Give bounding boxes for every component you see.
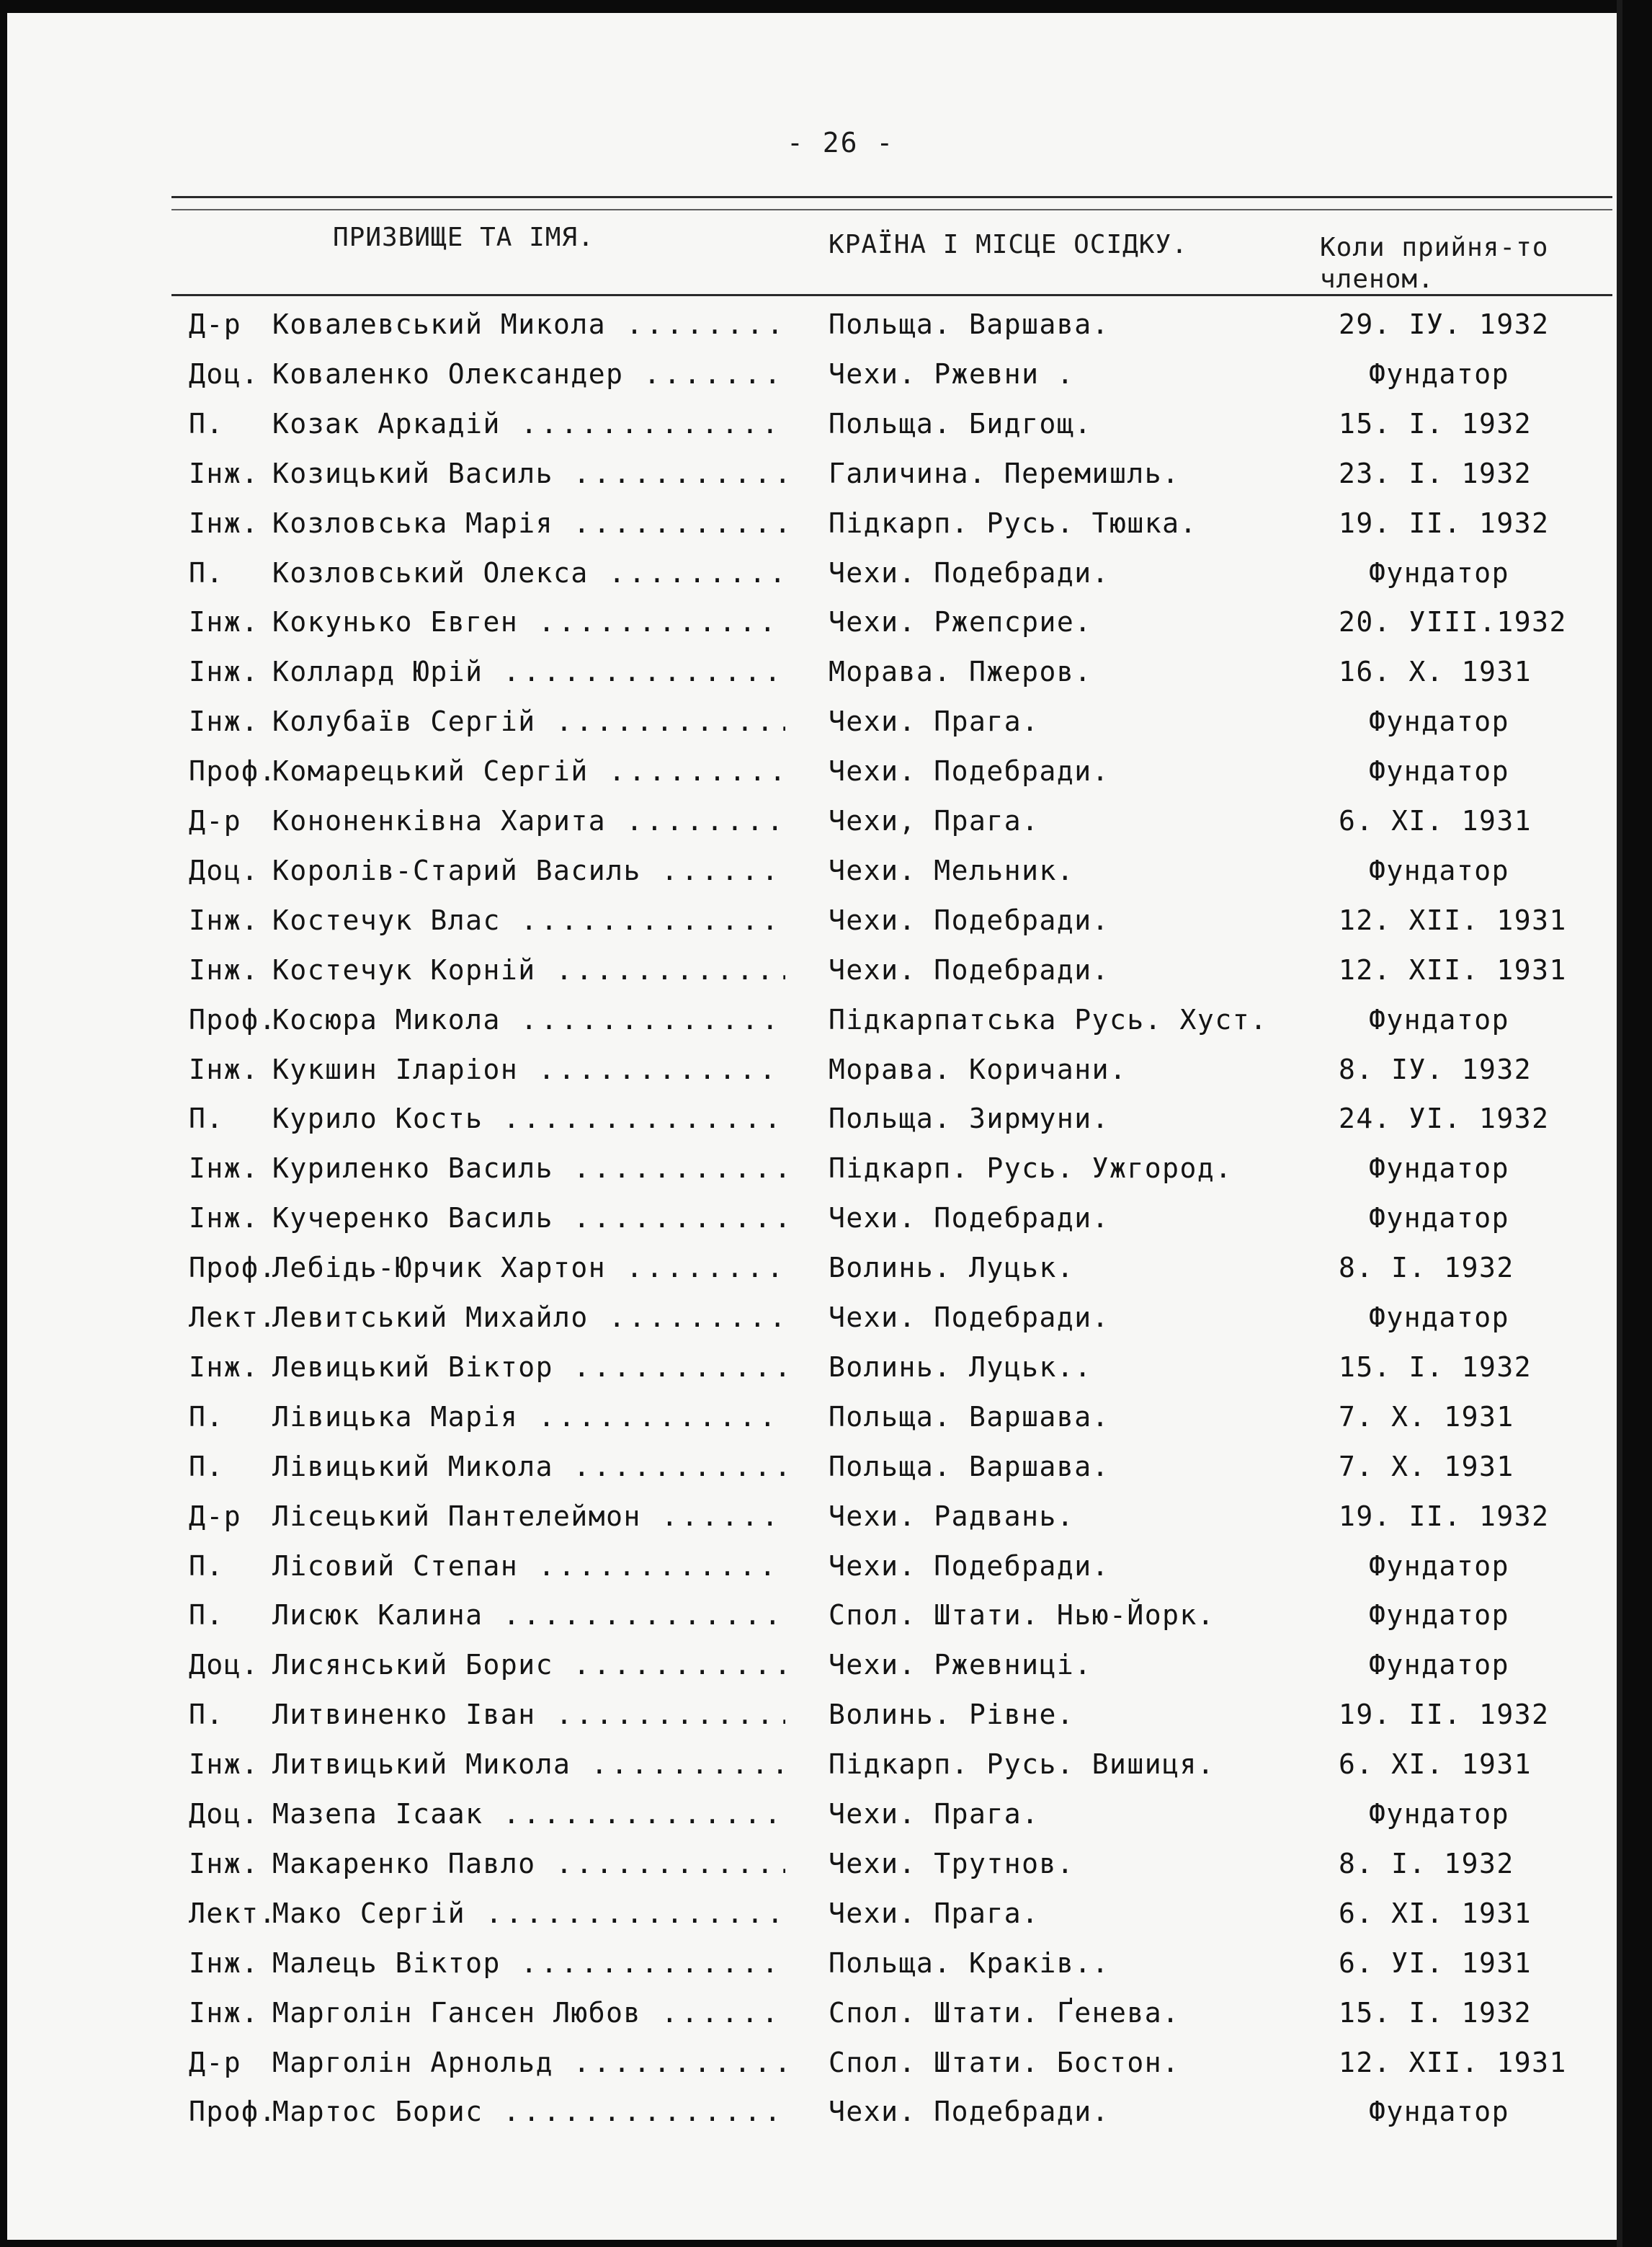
member-residence: Чехи. Прага.	[829, 1897, 1040, 1929]
member-admission-date: Фундатор	[1369, 1152, 1510, 1184]
member-title: Д-р	[189, 2047, 242, 2078]
member-title: Інж.	[189, 606, 259, 638]
member-admission-date: 6. УI. 1931	[1339, 1947, 1532, 1979]
table-row	[0, 650, 1615, 693]
member-residence: Польща. Бидгощ.	[829, 408, 1092, 440]
member-admission-date: Фундатор	[1369, 755, 1510, 787]
member-residence: Морава. Коричани.	[829, 1054, 1128, 1085]
table-row	[0, 948, 1615, 992]
member-title: П.	[189, 408, 224, 440]
member-title: Інж.	[189, 1152, 259, 1184]
table-row	[0, 998, 1615, 1041]
member-residence: Підкарп. Русь. Ужгород.	[829, 1152, 1233, 1184]
table-row	[0, 1097, 1615, 1140]
column-header-name: ПРИЗВИЩЕ ТА ІМЯ.	[333, 223, 594, 252]
table-row	[0, 1792, 1615, 1836]
table-row	[0, 1991, 1615, 2034]
member-admission-date: 8. IУ. 1932	[1339, 1054, 1532, 1085]
member-residence: Чехи. Трутнов.	[829, 1848, 1075, 1879]
member-name: Козловський Олекса .....	[272, 551, 785, 595]
member-name: Козловська Марія .....	[272, 502, 785, 545]
member-admission-date: 19. II. 1932	[1339, 507, 1550, 539]
member-residence: Спол. Штати. Ґенева.	[829, 1997, 1180, 2029]
member-residence: Чехи. Мельник.	[829, 855, 1075, 886]
member-admission-date: 6. XI. 1931	[1339, 1897, 1532, 1929]
member-residence: Волинь. Луцьк..	[829, 1351, 1092, 1383]
member-admission-date: 15. I. 1932	[1339, 1997, 1532, 2029]
member-title: Проф.	[189, 755, 277, 787]
member-title: Доц.	[189, 1798, 259, 1830]
table-row	[0, 1544, 1615, 1588]
member-admission-date: Фундатор	[1369, 1798, 1510, 1830]
member-admission-date: 8. I. 1932	[1339, 1252, 1514, 1283]
member-admission-date: 23. I. 1932	[1339, 458, 1532, 489]
member-residence: Чехи. Подебради.	[829, 755, 1110, 787]
member-title: Інж.	[189, 458, 259, 489]
member-name: Куриленко Василь .....	[272, 1147, 785, 1190]
table-row	[0, 452, 1615, 495]
member-title: Д-р	[189, 1500, 242, 1532]
member-name: Лісовий Степан .....	[272, 1544, 785, 1588]
header-rule-top-secondary	[171, 209, 1612, 210]
member-name: Лісецький Пантелеймон .....	[272, 1495, 785, 1538]
member-name: Левитський Михайло .....	[272, 1296, 785, 1339]
member-residence: Чехи. Подебради.	[829, 904, 1110, 936]
member-name: Коллард Юрій .....	[272, 650, 785, 693]
table-row	[0, 749, 1615, 793]
member-admission-date: Фундатор	[1369, 706, 1510, 737]
table-row	[0, 402, 1615, 445]
member-admission-date: Фундатор	[1369, 1550, 1510, 1582]
member-residence: Чехи. Подебради.	[829, 2096, 1110, 2127]
column-header-date: Коли прийня-то членом.	[1320, 233, 1549, 294]
member-title: Інж.	[189, 1202, 259, 1234]
member-name: Колубаїв Сергій .....	[272, 700, 785, 743]
member-title: Інж.	[189, 706, 259, 737]
member-admission-date: 15. I. 1932	[1339, 408, 1532, 440]
member-name: Кокунько Евген .....	[272, 600, 785, 644]
member-name: Кукшин Іларіон .....	[272, 1048, 785, 1091]
member-title: Інж.	[189, 507, 259, 539]
member-residence: Польща. Варшава.	[829, 308, 1110, 340]
member-residence: Морава. Пжеров.	[829, 656, 1092, 688]
member-name: Малець Віктор .....	[272, 1941, 785, 1985]
member-admission-date: 19. II. 1932	[1339, 1500, 1550, 1532]
member-residence: Волинь. Рівне.	[829, 1699, 1075, 1730]
member-admission-date: Фундатор	[1369, 2096, 1510, 2127]
member-residence: Підкарп. Русь. Вишиця.	[829, 1748, 1215, 1780]
table-row	[0, 2090, 1615, 2133]
member-title: Інж.	[189, 1748, 259, 1780]
member-title: Д-р	[189, 805, 242, 837]
table-row	[0, 849, 1615, 892]
table-row	[0, 1743, 1615, 1786]
member-admission-date: Фундатор	[1369, 1649, 1510, 1681]
member-title: Доц.	[189, 1649, 259, 1681]
member-admission-date: 24. УI. 1932	[1339, 1103, 1550, 1134]
member-admission-date: 6. XI. 1931	[1339, 805, 1532, 837]
member-title: П.	[189, 1103, 224, 1134]
table-row	[0, 1196, 1615, 1240]
member-name: Лівицька Марія .....	[272, 1395, 785, 1438]
table-row	[0, 1147, 1615, 1190]
member-name: Мартос Борис .....	[272, 2090, 785, 2133]
member-name: Козицький Василь .....	[272, 452, 785, 495]
member-residence: Чехи. Подебради.	[829, 954, 1110, 986]
table-row	[0, 899, 1615, 942]
member-admission-date: Фундатор	[1369, 1599, 1510, 1631]
table-row	[0, 1693, 1615, 1736]
member-title: Лект.	[189, 1897, 277, 1929]
member-residence: Чехи, Прага.	[829, 805, 1040, 837]
member-name: Козак Аркадій .....	[272, 402, 785, 445]
table-row	[0, 1593, 1615, 1637]
table-row	[0, 303, 1615, 346]
table-row	[0, 1892, 1615, 1935]
member-title: П.	[189, 1550, 224, 1582]
member-name: Кононенківна Харита .....	[272, 799, 785, 842]
table-row	[0, 2041, 1615, 2084]
member-admission-date: 19. II. 1932	[1339, 1699, 1550, 1730]
member-residence: Чехи. Прага.	[829, 1798, 1040, 1830]
member-admission-date: Фундатор	[1369, 358, 1510, 390]
member-name: Коваленко Олександер .....	[272, 352, 785, 396]
table-row	[0, 551, 1615, 595]
member-title: Інж.	[189, 1351, 259, 1383]
table-row	[0, 1842, 1615, 1885]
table-row	[0, 1495, 1615, 1538]
header-rule-bottom	[171, 294, 1612, 296]
member-admission-date: 12. XII. 1931	[1339, 904, 1567, 936]
member-title: Проф.	[189, 1252, 277, 1283]
table-row	[0, 352, 1615, 396]
member-title: Доц.	[189, 358, 259, 390]
table-row	[0, 1445, 1615, 1488]
member-residence: Спол. Штати. Нью-Йорк.	[829, 1599, 1215, 1631]
member-residence: Волинь. Луцьк.	[829, 1252, 1075, 1283]
member-admission-date: 12. XII. 1931	[1339, 954, 1567, 986]
member-title: П.	[189, 1401, 224, 1433]
member-admission-date: Фундатор	[1369, 855, 1510, 886]
header-rule-top	[171, 196, 1612, 198]
member-name: Литвицький Микола .....	[272, 1743, 785, 1786]
member-residence: Чехи. Прага.	[829, 706, 1040, 737]
member-name: Левицький Віктор .....	[272, 1345, 785, 1389]
member-title: Д-р	[189, 308, 242, 340]
table-row	[0, 1296, 1615, 1339]
member-admission-date: 20. УIII.1932	[1339, 606, 1567, 638]
member-admission-date: Фундатор	[1369, 1302, 1510, 1333]
member-residence: Чехи. Ржевниці.	[829, 1649, 1092, 1681]
table-row	[0, 502, 1615, 545]
member-name: Макаренко Павло .....	[272, 1842, 785, 1885]
member-name: Костечук Влас .....	[272, 899, 785, 942]
member-name: Комарецький Сергій .....	[272, 749, 785, 793]
member-residence: Чехи. Подебради.	[829, 557, 1110, 589]
member-admission-date: 7. X. 1931	[1339, 1401, 1514, 1433]
member-residence: Чехи. Подебради.	[829, 1202, 1110, 1234]
member-admission-date: 12. XII. 1931	[1339, 2047, 1567, 2078]
member-residence: Польща. Зирмуни.	[829, 1103, 1110, 1134]
member-name: Мако Сергій .....	[272, 1892, 785, 1935]
member-residence: Чехи. Ржепсрие.	[829, 606, 1092, 638]
member-title: Інж.	[189, 904, 259, 936]
member-admission-date: Фундатор	[1369, 1004, 1510, 1036]
member-residence: Підкарп. Русь. Тюшка.	[829, 507, 1197, 539]
member-title: Інж.	[189, 1054, 259, 1085]
member-title: Інж.	[189, 1997, 259, 2029]
table-row	[0, 1643, 1615, 1686]
member-title: П.	[189, 1599, 224, 1631]
member-admission-date: 6. XI. 1931	[1339, 1748, 1532, 1780]
member-title: Інж.	[189, 1848, 259, 1879]
table-row	[0, 700, 1615, 743]
member-name: Марголін Гансен Любов .....	[272, 1991, 785, 2034]
member-name: Курило Кость .....	[272, 1097, 785, 1140]
member-admission-date: 7. X. 1931	[1339, 1451, 1514, 1482]
member-name: Ковалевський Микола .....	[272, 303, 785, 346]
member-name: Лисюк Калина .....	[272, 1593, 785, 1637]
member-name: Кучеренко Василь .....	[272, 1196, 785, 1240]
member-title: Інж.	[189, 656, 259, 688]
member-admission-date: Фундатор	[1369, 557, 1510, 589]
member-residence: Чехи. Радвань.	[829, 1500, 1075, 1532]
member-residence: Чехи. Ржевни .	[829, 358, 1075, 390]
member-name: Лебідь-Юрчик Хартон .....	[272, 1246, 785, 1289]
member-name: Лисянський Борис .....	[272, 1643, 785, 1686]
column-header-place: КРАЇНА І МІСЦЕ ОСІДКУ.	[829, 230, 1188, 259]
member-title: П.	[189, 1451, 224, 1482]
member-residence: Чехи. Подебради.	[829, 1302, 1110, 1333]
table-row	[0, 1345, 1615, 1389]
table-row	[0, 1048, 1615, 1091]
member-title: Інж.	[189, 1947, 259, 1979]
member-admission-date: Фундатор	[1369, 1202, 1510, 1234]
table-row	[0, 1246, 1615, 1289]
member-name: Косюра Микола .....	[272, 998, 785, 1041]
member-residence: Чехи. Подебради.	[829, 1550, 1110, 1582]
member-title: Лект.	[189, 1302, 277, 1333]
member-residence: Польща. Варшава.	[829, 1451, 1110, 1482]
member-title: Проф.	[189, 1004, 277, 1036]
table-row	[0, 799, 1615, 842]
member-name: Королів-Старий Василь .....	[272, 849, 785, 892]
member-residence: Галичина. Перемишль.	[829, 458, 1180, 489]
member-title: Інж.	[189, 954, 259, 986]
page-number: - 26 -	[787, 127, 895, 159]
table-row	[0, 600, 1615, 644]
member-admission-date: 29. IУ. 1932	[1339, 308, 1550, 340]
member-residence: Польща. Краків..	[829, 1947, 1110, 1979]
member-admission-date: 16. X. 1931	[1339, 656, 1532, 688]
member-admission-date: 8. I. 1932	[1339, 1848, 1514, 1879]
member-name: Лівицький Микола .....	[272, 1445, 785, 1488]
table-row	[0, 1941, 1615, 1985]
member-name: Марголін Арнольд .....	[272, 2041, 785, 2084]
member-title: П.	[189, 557, 224, 589]
scan-edge	[1617, 0, 1622, 2247]
member-residence: Підкарпатська Русь. Хуст.	[829, 1004, 1268, 1036]
member-title: Проф.	[189, 2096, 277, 2127]
member-name: Костечук Корній .....	[272, 948, 785, 992]
member-title: П.	[189, 1699, 224, 1730]
member-name: Мазепа Ісаак .....	[272, 1792, 785, 1836]
member-residence: Польща. Варшава.	[829, 1401, 1110, 1433]
member-residence: Спол. Штати. Бостон.	[829, 2047, 1180, 2078]
member-title: Доц.	[189, 855, 259, 886]
member-admission-date: 15. I. 1932	[1339, 1351, 1532, 1383]
table-row	[0, 1395, 1615, 1438]
member-name: Литвиненко Іван .....	[272, 1693, 785, 1736]
